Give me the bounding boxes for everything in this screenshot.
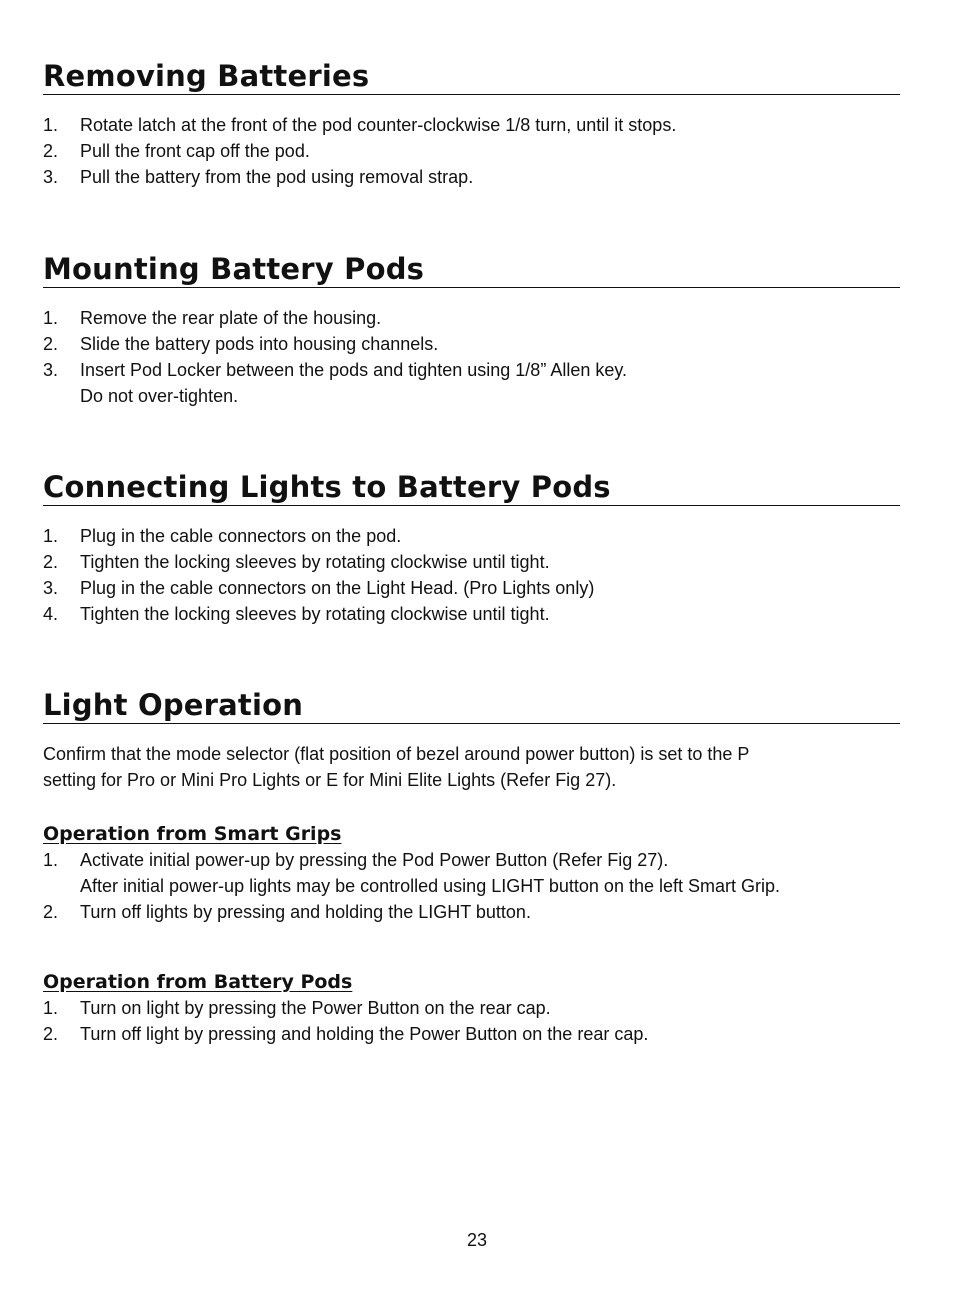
section-removing-batteries [43,58,900,190]
list-item: 1. Turn on light by pressing the Power Button on the rear cap. [43,998,551,1018]
page-number: 23 [466,1230,488,1250]
list-item: 2. Pull the front cap off the pod. [43,141,310,161]
intro-paragraph: Confirm that the mode selector (flat position of bezel around power button) is set to the P setting for Pro or Mini Pro Lights or E for Mini Elite Lights (Refer Fig 27). [43,744,750,790]
section-title: Removing Batteries [43,58,900,95]
list-item: 1. Plug in the cable connectors on the pod. [43,526,402,546]
list-item: 2. Turn off light by pressing and holding the Power Button on the rear cap. [43,1024,649,1044]
step-list [43,112,900,190]
section-connecting-lights [43,469,900,627]
section-title: Light Operation [43,687,900,724]
step-list [43,523,900,627]
step-list [43,847,900,925]
list-item: 3. Insert Pod Locker between the pods and tighten using 1/8” Allen key. Do not over-tighten. [43,360,628,406]
section-light-operation [43,687,900,1047]
list-item: 4. Tighten the locking sleeves by rotating clockwise until tight. [43,604,550,624]
section-mounting-battery-pods [43,251,900,409]
list-item: 1. Rotate latch at the front of the pod counter-clockwise 1/8 turn, until it stops. [43,115,677,135]
list-item: 1. Activate initial power-up by pressing the Pod Power Button (Refer Fig 27). After initial power-up lights may be controlled using LIGHT button on the left Smart Grip. [43,850,781,896]
section-title: Mounting Battery Pods [43,251,900,288]
section-title: Connecting Lights to Battery Pods [43,469,900,506]
subsection-title-battery-pods: Operation from Battery Pods [43,971,353,993]
step-list [43,305,900,409]
list-item: 3. Pull the battery from the pod using removal strap. [43,167,474,187]
list-item: 2. Turn off lights by pressing and holding the LIGHT button. [43,902,531,922]
list-item: 1. Remove the rear plate of the housing. [43,308,382,328]
list-item: 3. Plug in the cable connectors on the Light Head. (Pro Lights only) [43,578,595,598]
step-list [43,995,900,1047]
subsection-title-smart-grips: Operation from Smart Grips [43,823,342,845]
list-item: 2. Tighten the locking sleeves by rotating clockwise until tight. [43,552,550,572]
list-item: 2. Slide the battery pods into housing channels. [43,334,439,354]
